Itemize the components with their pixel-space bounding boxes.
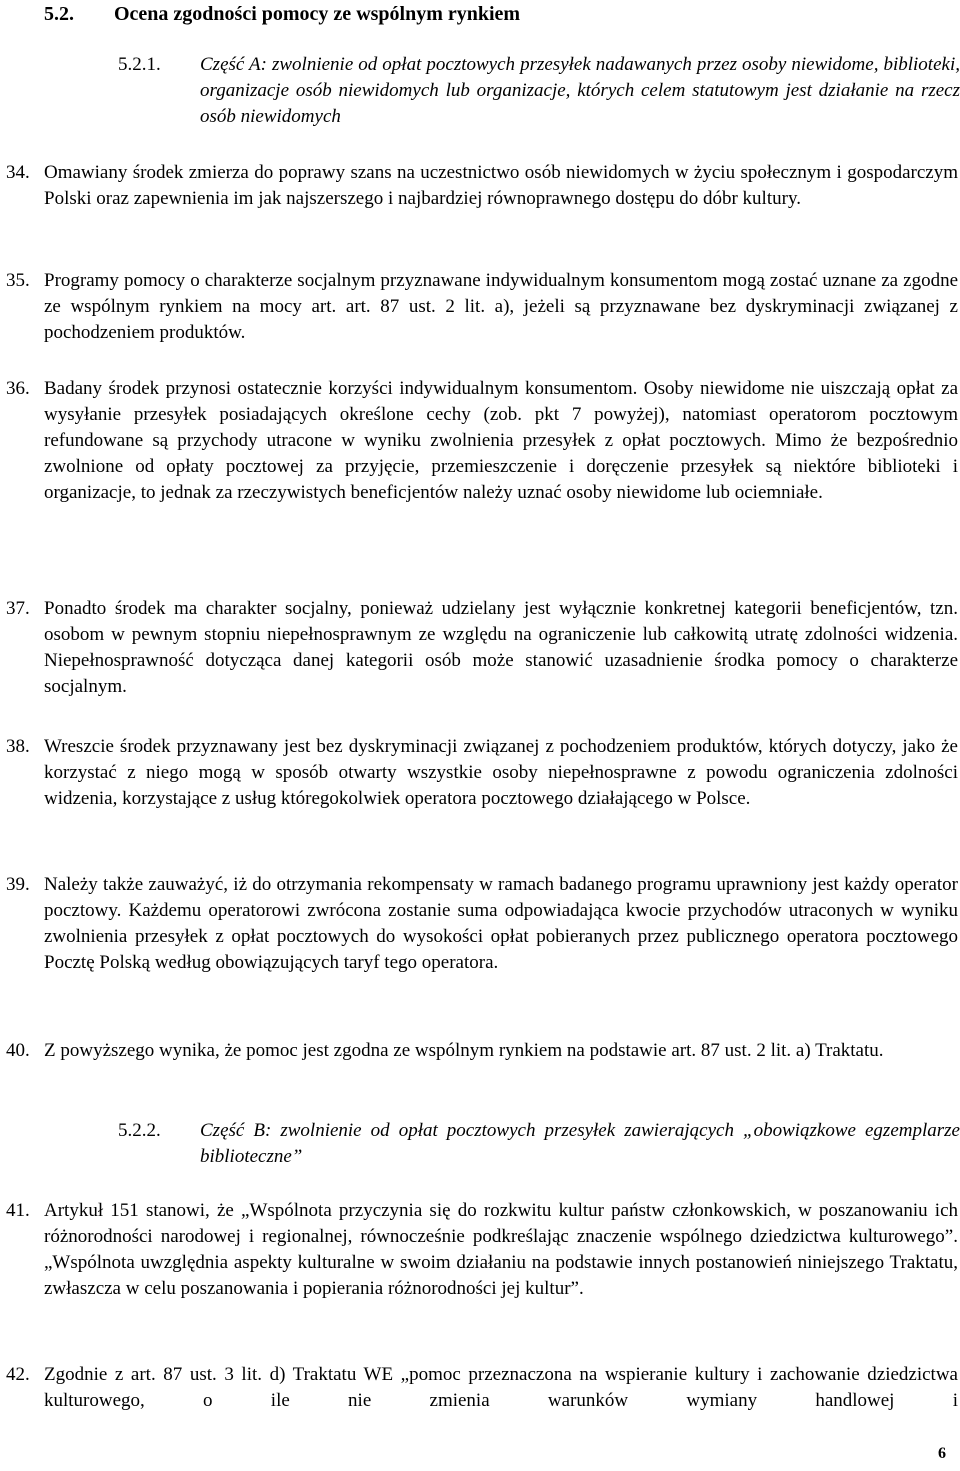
paragraph-text: Artykuł 151 stanowi, że „Wspólnota przyczynia się do rozkwitu kultur państw członkowskich, w poszanowaniu ich różnorodności narodowej i regionalnej, równocześnie podkreślając znaczenie wspólnego dziedzictwa kulturowego”. „Wspólnota uwzględnia aspekty kulturalne w swoim działaniu na podstawie innych postanowień niniejszego Traktatu, zwłaszcza w celu poszanowania i popierania różnorodności jej kultur”. <box>44 1200 958 1299</box>
paragraph-35 <box>6 268 958 346</box>
paragraph-number: 37. <box>6 598 30 619</box>
paragraph-39 <box>6 872 958 976</box>
paragraph-text: Z powyższego wynika, że pomoc jest zgodna ze wspólnym rynkiem na podstawie art. 87 ust. 2 lit. a) Traktatu. <box>44 1040 884 1061</box>
paragraph-text: Programy pomocy o charakterze socjalnym przyznawane indywidualnym konsumentom mogą zostać uznane za zgodne ze wspólnym rynkiem na mocy art. art. 87 ust. 2 lit. a), jeżeli są przyznawane bez dyskryminacji związanej z pochodzeniem produktów. <box>44 270 958 343</box>
paragraph-text: Należy także zauważyć, iż do otrzymania rekompensaty w ramach badanego programu uprawniony jest każdy operator pocztowy. Każdemu operatorowi zwrócona zostanie suma odpowiadająca kwocie przychodów utraconych w wyniku zwolnienia przesyłek z opłat pocztowych do wysokości opłat pobieranych przez publicznego operatora pocztowego Pocztę Polską według obowiązujących taryf tego operatora. <box>44 874 958 973</box>
paragraph-text: Badany środek przynosi ostatecznie korzyści indywidualnym konsumentom. Osoby niewidome nie uiszczają opłat za wysyłanie przesyłek posiadających określone cechy (zob. pkt 7 powyżej), natomiast operatorom pocztowym refundowane są przychody utracone w wyniku zwolnienia przesyłek z opłat pocztowych. Mimo że bezpośrednio zwolnione od opłaty pocztowej za przyjęcie, przemieszczenie i doręczenie przesyłek są niektóre biblioteki i organizacje, to jednak za rzeczywistych beneficjentów należy uznać osoby niewidome lub ociemniałe. <box>44 378 958 503</box>
subsection-number: 5.2.2. <box>118 1120 161 1141</box>
paragraph-text: Omawiany środek zmierza do poprawy szans na uczestnictwo osób niewidomych w życiu społecznym i gospodarczym Polski oraz zapewnienia im jak najszerszego i najbardziej równoprawnego dostępu do dóbr kultury. <box>44 162 958 209</box>
page-number: 6 <box>938 1445 946 1462</box>
section-title: Ocena zgodności pomocy ze wspólnym rynkiem <box>114 3 521 25</box>
paragraph-number: 39. <box>6 874 30 895</box>
paragraph-number: 41. <box>6 1200 30 1221</box>
section-heading <box>44 0 944 28</box>
paragraph-number: 38. <box>6 736 30 757</box>
paragraph-text: Ponadto środek ma charakter socjalny, ponieważ udzielany jest wyłącznie konkretnej kategorii beneficjentów, tzn. osobom w pewnym stopniu niepełnosprawnym ze względu na ograniczenie lub całkowitą utratę zdolności widzenia. Niepełnosprawność dotycząca danej kategorii osób może stanowić uzasadnienie środka pomocy o charakterze socjalnym. <box>44 598 958 697</box>
paragraph-36 <box>6 376 958 506</box>
paragraph-number: 34. <box>6 162 30 183</box>
section-number: 5.2. <box>44 3 74 25</box>
paragraph-number: 36. <box>6 378 30 399</box>
subsection-heading-b <box>118 1118 960 1170</box>
paragraph-text: Zgodnie z art. 87 ust. 3 lit. d) Traktatu WE „pomoc przeznaczona na wspieranie kultury i zachowanie dziedzictwa kulturowego, o ile nie zmienia warunków wymiany handlowej i <box>44 1364 958 1411</box>
paragraph-37 <box>6 596 958 700</box>
paragraph-34 <box>6 160 958 212</box>
paragraph-42 <box>6 1362 958 1414</box>
subsection-title: Część A: zwolnienie od opłat pocztowych przesyłek nadawanych przez osoby niewidome, biblioteki, organizacje osób niewidomych lub organizacje, których celem statutowym jest działanie na rzecz osób niewidomych <box>200 54 960 127</box>
subsection-heading-a <box>118 52 960 130</box>
paragraph-40 <box>6 1038 958 1064</box>
paragraph-41 <box>6 1198 958 1302</box>
subsection-title: Część B: zwolnienie od opłat pocztowych przesyłek zawierających „obowiązkowe egzemplarze biblioteczne” <box>200 1120 960 1167</box>
paragraph-number: 35. <box>6 270 30 291</box>
paragraph-number: 42. <box>6 1364 30 1385</box>
paragraph-38 <box>6 734 958 812</box>
paragraph-number: 40. <box>6 1040 30 1061</box>
subsection-number: 5.2.1. <box>118 54 161 75</box>
paragraph-text: Wreszcie środek przyznawany jest bez dyskryminacji związanej z pochodzeniem produktów, których dotyczy, jako że korzystać z niego mogą w sposób otwarty wszystkie osoby niepełnosprawne z powodu ograniczenia zdolności widzenia, korzystające z usług któregokolwiek operatora pocztowego działającego w Polsce. <box>44 736 958 809</box>
